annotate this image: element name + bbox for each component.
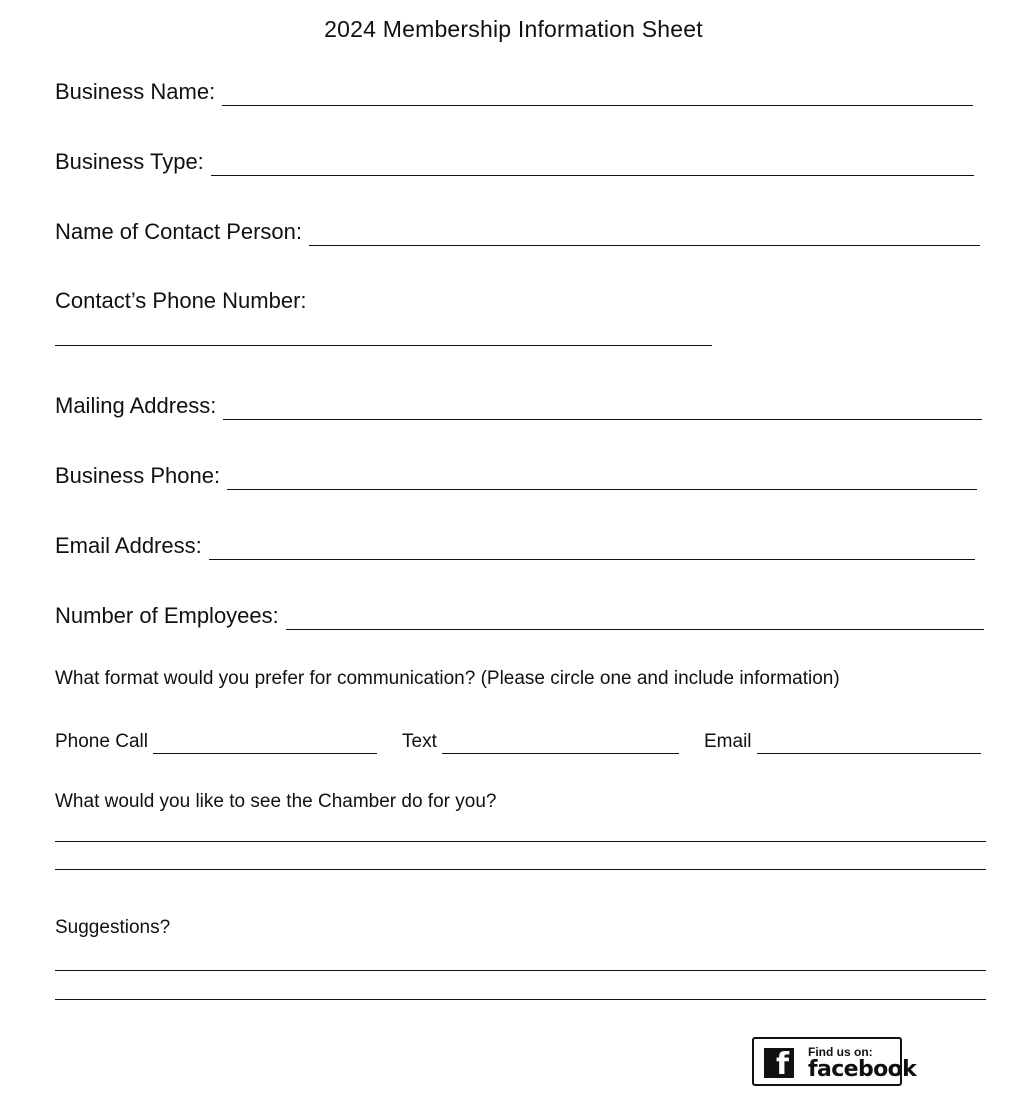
option-phone-call-input-line[interactable] xyxy=(153,735,377,754)
option-phone-call-label[interactable]: Phone Call xyxy=(55,731,148,752)
num-employees-field xyxy=(55,602,984,630)
contact-person-field xyxy=(55,218,980,246)
email-address-label: Email Address: xyxy=(55,533,202,558)
mailing-address-input-line[interactable] xyxy=(223,397,982,420)
business-name-input-line[interactable] xyxy=(222,83,973,106)
communication-question: What format would you prefer for communication? (Please circle one and include information) xyxy=(55,668,840,689)
suggestions-line-1[interactable] xyxy=(55,970,986,971)
business-type-input-line[interactable] xyxy=(211,153,974,176)
business-name-label: Business Name: xyxy=(55,79,216,104)
business-phone-field xyxy=(55,462,977,490)
facebook-wordmark: facebook xyxy=(808,1057,917,1082)
business-phone-input-line[interactable] xyxy=(227,467,977,490)
contact-phone-input-line[interactable] xyxy=(55,345,712,346)
option-email xyxy=(704,730,981,754)
suggestions-line-2[interactable] xyxy=(55,999,986,1000)
option-email-input-line[interactable] xyxy=(757,735,981,754)
page-title: 2024 Membership Information Sheet xyxy=(324,16,703,42)
contact-person-label: Name of Contact Person: xyxy=(55,219,303,244)
facebook-badge[interactable] xyxy=(752,1037,917,1086)
email-address-input-line[interactable] xyxy=(209,537,975,560)
option-phone-call xyxy=(55,730,377,754)
option-text-label[interactable]: Text xyxy=(402,731,437,752)
contact-phone-label: Contact’s Phone Number: xyxy=(55,288,307,313)
business-type-label: Business Type: xyxy=(55,149,204,174)
suggestions-label: Suggestions? xyxy=(55,917,171,938)
num-employees-input-line[interactable] xyxy=(286,607,984,630)
num-employees-label: Number of Employees: xyxy=(55,603,279,628)
option-text xyxy=(402,730,679,754)
business-type-field xyxy=(55,148,974,176)
mailing-address-field xyxy=(55,392,982,420)
facebook-icon: f xyxy=(764,1048,794,1078)
chamber-answer-line-2[interactable] xyxy=(55,869,986,870)
email-address-field xyxy=(55,532,975,560)
option-text-input-line[interactable] xyxy=(442,735,679,754)
chamber-question: What would you like to see the Chamber do for you? xyxy=(55,791,497,812)
business-name-field xyxy=(55,78,973,106)
chamber-answer-line-1[interactable] xyxy=(55,841,986,842)
business-phone-label: Business Phone: xyxy=(55,463,221,488)
facebook-find-us-text: Find us on: xyxy=(808,1045,873,1059)
option-email-label[interactable]: Email xyxy=(704,731,752,752)
mailing-address-label: Mailing Address: xyxy=(55,393,217,418)
contact-person-input-line[interactable] xyxy=(309,223,980,246)
